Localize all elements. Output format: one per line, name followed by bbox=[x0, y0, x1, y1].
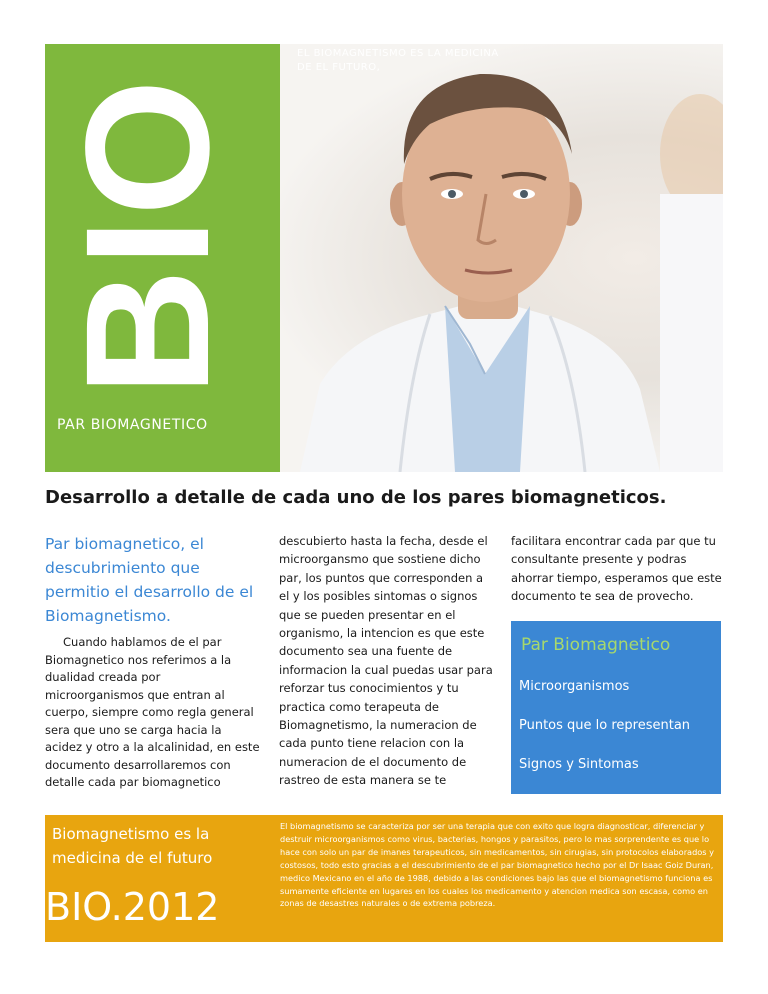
contents-item: Microorganismos bbox=[519, 679, 630, 694]
footer-paragraph: El biomagnetismo se caracteriza por ser una terapia que con exito que logra diagnosticar, diferenciar y destruir microorganismos como virus, bacterias, hongos y parasitos, pero lo mas sorprendente es que lo hace con solo un par de imanes terapeuticos, sin medicamentos, sin cirugias, sin protocolos elaborados y costosos, todo esto gracias a el descubrimiento de el par biomagnetico hecho por el Dr Isaac Goiz Duran, medico Mexicano en el año de 1988, debido a las condiciones bajo las que el biomagnetismo funciona es sumamente eficiente en lugares en los cuales los medicamento y atencion medica son escasa, como en zonas de desastres naturales o de extrema pobreza. bbox=[280, 821, 714, 909]
tagline-line-1: EL BIOMAGNETISMO ES LA MEDICINA bbox=[297, 48, 499, 59]
panel-subtitle: PAR BIOMAGNETICO bbox=[57, 417, 208, 433]
column-3-body: facilitara encontrar cada par que tu consultante presente y podras ahorrar tiempo, esperamos que este documento te sea de provecho. bbox=[511, 534, 722, 604]
footer-big-title: BIO.2012 bbox=[45, 885, 220, 929]
vertical-title: BIO bbox=[50, 77, 246, 396]
contents-box bbox=[511, 621, 721, 794]
hero-photo bbox=[280, 44, 723, 472]
footer-subtitle: Biomagnetismo es la medicina de el futuro bbox=[52, 825, 213, 867]
section-title: Par biomagnetico, el descubrimiento que permitio el desarrollo de el Biomagnetismo. bbox=[45, 535, 254, 625]
column-1-body bbox=[45, 634, 260, 792]
hero-tagline bbox=[297, 47, 527, 75]
column-2-body: descubierto hasta la fecha, desde el microorgansmo que sostiene dicho par, los puntos que corresponden a el y los posibles sintomas o signos que se pueden presentar en el organismo, la intencion es que este documento sea una fuente de informacion la cual puedas usar para reforzar tus conocimientos y tu practica como terapeuta de Biomagnetismo, la numeracion de cada punto tiene relacion con la numeracion de el documento de rastreo de esta manera se te bbox=[279, 534, 493, 788]
contents-item: Puntos que lo representan bbox=[519, 718, 691, 733]
contents-item: Signos y Sintomas bbox=[519, 757, 639, 772]
page-headline: Desarrollo a detalle de cada uno de los pares biomagneticos. bbox=[45, 487, 667, 508]
column-1-text: Cuando hablamos de el par Biomagnetico nos referimos a la dualidad creada por microorganismos que entran al cuerpo, siempre como regla general sera que uno se carga hacia la acidez y otro a la alcalinidad, en este documento desarrollaremos con detalle cada par biomagnetico bbox=[45, 635, 260, 789]
doctor-portrait-image bbox=[280, 44, 723, 472]
contents-box-title: Par Biomagnetico bbox=[521, 635, 671, 655]
tagline-line-2: DE EL FUTURO, bbox=[297, 62, 381, 73]
